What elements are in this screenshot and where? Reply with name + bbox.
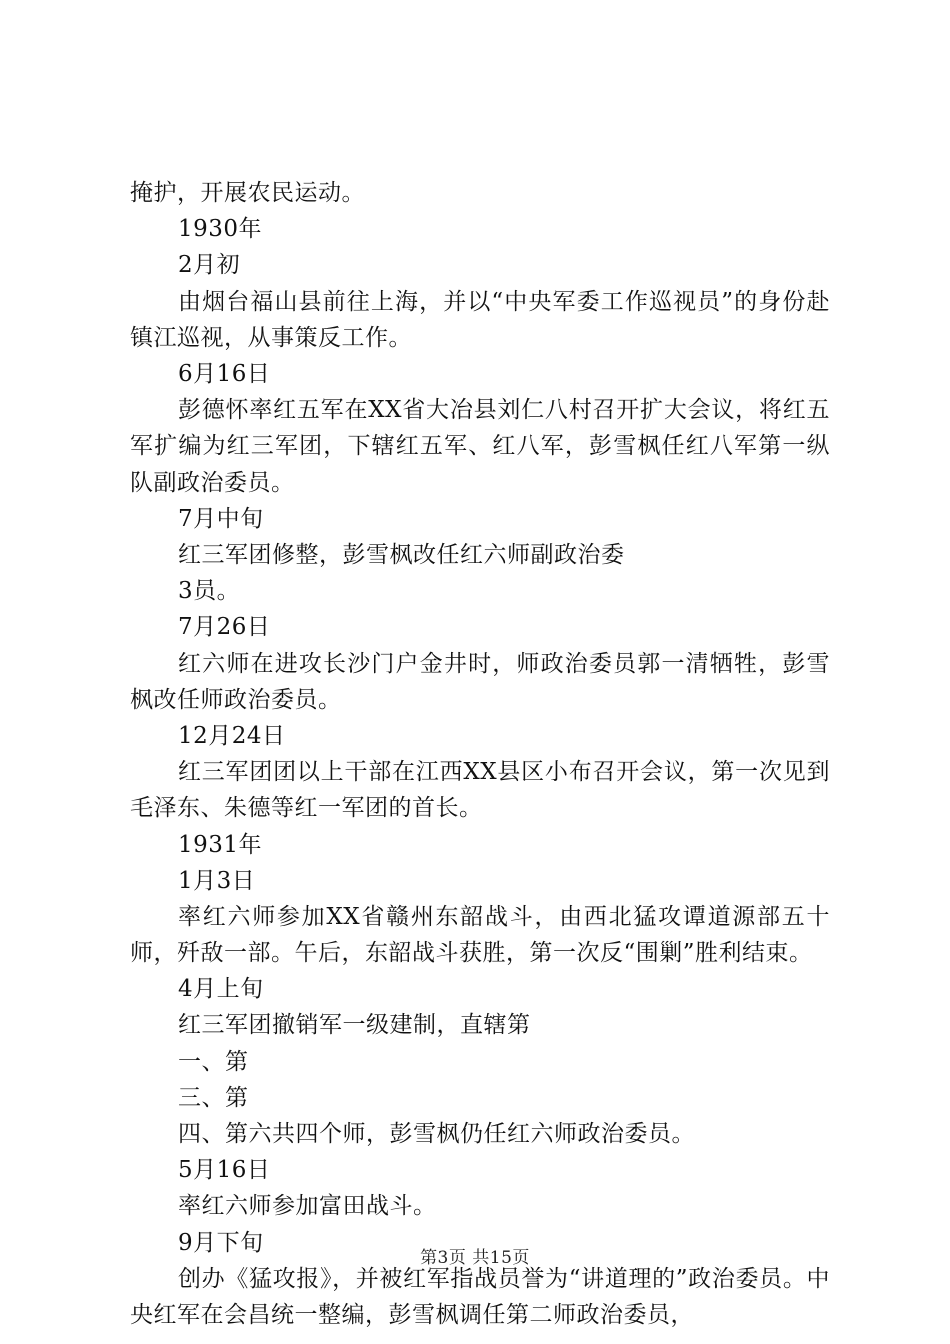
date-heading: 12月24日 bbox=[178, 722, 286, 749]
event-line: 3员。 bbox=[178, 578, 241, 605]
date-heading: 1月3日 bbox=[178, 867, 256, 894]
body-text-line: 掩护，开展农民运动。 bbox=[130, 180, 365, 206]
date-heading: 9月下旬 bbox=[178, 1229, 264, 1256]
event-line: 红三军团修整，彭雪枫改任红六师副政治委 bbox=[178, 541, 625, 568]
event-paragraph: 红三军团团以上干部在江西XX县区小布召开会议，第一次见到毛泽东、朱德等红一军团的首长。 bbox=[130, 759, 830, 822]
event-paragraph: 红六师在进攻长沙门户金井时，师政治委员郭一清牺牲，彭雪枫改任师政治委员。 bbox=[130, 650, 830, 713]
event-line: 率红六师参加富田战斗。 bbox=[178, 1193, 437, 1220]
date-heading: 5月16日 bbox=[178, 1157, 271, 1184]
year-heading: 1930年 bbox=[178, 216, 263, 243]
event-paragraph: 创办《猛攻报》，并被红军指战员誉为“讲道理的”政治委员。中央红军在会昌统一整编，彭雪枫调任第二师政治委员， bbox=[130, 1265, 830, 1328]
date-heading: 7月26日 bbox=[178, 614, 271, 641]
event-paragraph: 彭德怀率红五军在XX省大冶县刘仁八村召开扩大会议，将红五军扩编为红三军团，下辖红五军、红八军，彭雪枫任红八军第一纵队副政治委员。 bbox=[130, 397, 830, 496]
year-heading: 1931年 bbox=[178, 831, 263, 858]
page-number-footer: 第3页 共15页 bbox=[420, 1248, 530, 1268]
event-line: 三、第 bbox=[178, 1084, 249, 1111]
date-heading: 2月初 bbox=[178, 252, 241, 279]
event-line: 红三军团撤销军一级建制，直辖第 bbox=[178, 1012, 531, 1039]
event-paragraph: 由烟台福山县前往上海，并以“中央军委工作巡视员”的身份赴镇江巡视，从事策反工作。 bbox=[130, 288, 830, 351]
date-heading: 6月16日 bbox=[178, 360, 271, 387]
date-heading: 4月上旬 bbox=[178, 976, 264, 1003]
event-line: 四、第六共四个师，彭雪枫仍任红六师政治委员。 bbox=[178, 1121, 695, 1148]
date-heading: 7月中旬 bbox=[178, 505, 264, 532]
document-body bbox=[130, 175, 830, 1333]
event-line: 一、第 bbox=[178, 1048, 249, 1075]
event-paragraph: 率红六师参加XX省赣州东韶战斗，由西北猛攻谭道源部五十师，歼敌一部。午后，东韶战斗获胜，第一次反“围剿”胜利结束。 bbox=[130, 903, 830, 967]
